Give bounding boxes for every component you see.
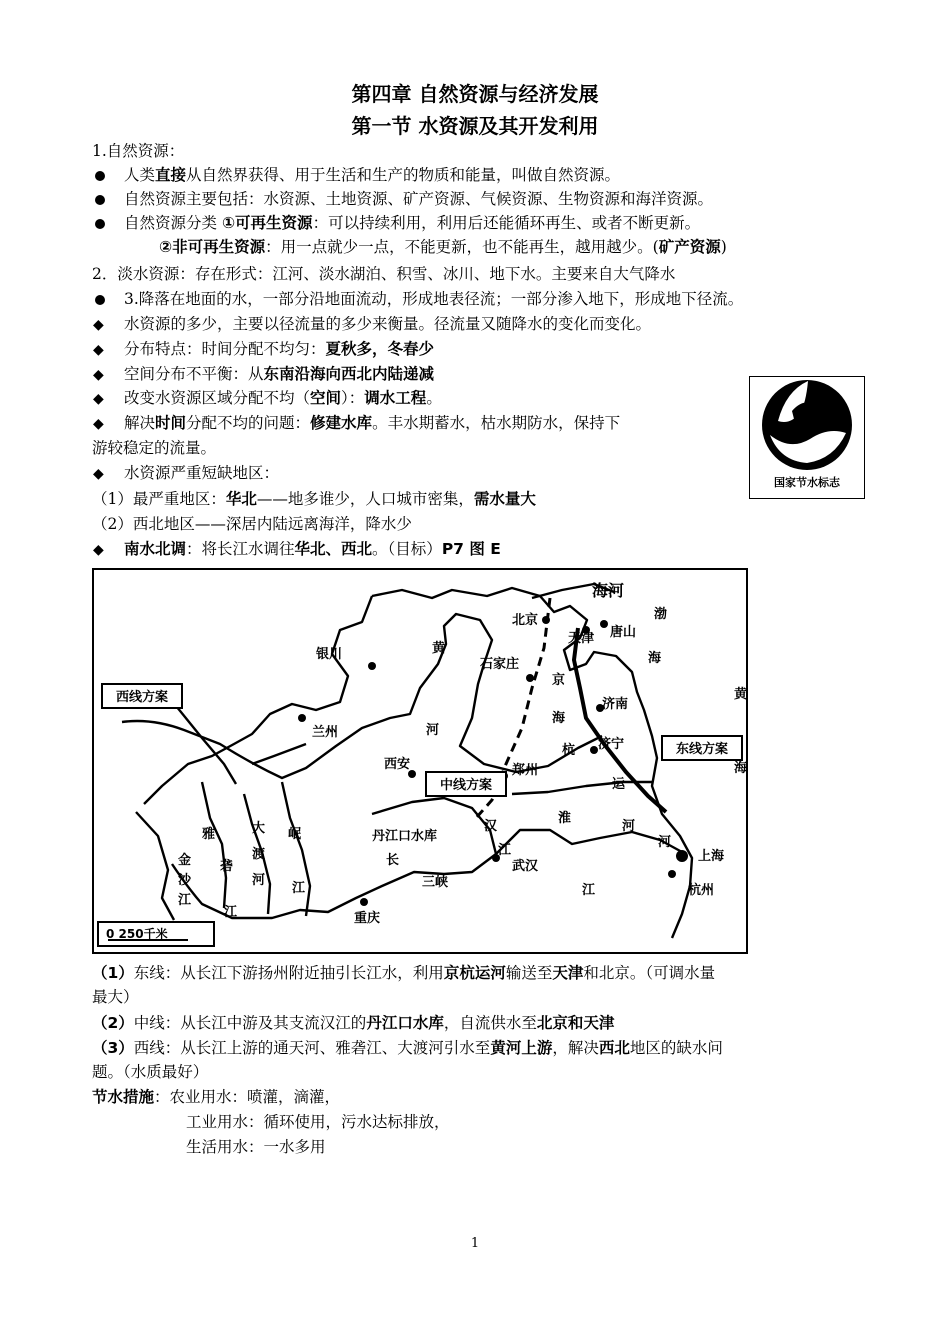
bullet-dot-icon: [95, 171, 105, 181]
s1-item-3: 自然资源分类 ①可再生资源：可以持续利用，利用后还能循环再生、或者不断更新。: [92, 212, 700, 234]
map-label-chongqing: 重庆: [354, 911, 381, 926]
map-label-jiang-ya: 江: [224, 905, 238, 920]
map-label-jing: 京: [552, 673, 566, 688]
logo-caption: 国家节水标志: [774, 476, 840, 489]
bullet-diamond-icon: ◆: [93, 542, 104, 558]
s2-item-2: ◆ 水资源的多少，主要以径流量的多少来衡量。径流量又随降水的变化而变化。: [92, 313, 651, 336]
south-north-water-diversion-map: [92, 568, 748, 954]
bullet-diamond-icon: ◆: [93, 416, 104, 432]
s2-item-9: （2）西北地区——深居内陆远离海洋，降水少: [92, 515, 412, 533]
map-label-jiang-han: 江: [498, 843, 512, 858]
chapter-title: 第四章 自然资源与经济发展: [351, 82, 599, 106]
map-label-hangzhou: 杭州: [688, 883, 715, 898]
map-label-jiang-min: 江: [292, 881, 306, 896]
map-label-wuhan: 武汉: [512, 859, 539, 874]
map-label-tangshan: 唐山: [610, 625, 637, 640]
map-label-he-da: 河: [252, 873, 266, 888]
west-plan-label: 西线方案: [115, 690, 169, 705]
map-label-tianjin-1: 天津: [568, 631, 595, 646]
water-saving-measures-1: 节水措施：农业用水：喷灌，滴灌，: [92, 1088, 341, 1106]
s1-item-2: 自然资源主要包括：水资源、土地资源、矿产资源、气候资源、生物资源和海洋资源。: [92, 188, 713, 210]
map-label-jinan: 济南: [602, 697, 629, 712]
water-saving-measures-3: 生活用水：一水多用: [186, 1138, 326, 1156]
map-label-lanzhou: 兰州: [312, 725, 339, 740]
s3-item-3-cont: 题。（水质最好）: [92, 1063, 209, 1081]
s3-item-3: （3）西线：从长江上游的通天河、雅砻江、大渡河引水至黄河上游，解决西北地区的缺水问: [92, 1039, 723, 1057]
s1-item-4: ②非可再生资源：用一点就少一点，不能更新，也不能再生，越用越少。(矿产资源): [159, 238, 727, 256]
east-plan-label: 东线方案: [675, 742, 729, 757]
s1-item-1: 人类直接从自然界获得、用于生活和生产的物质和能量，叫做自然资源。: [92, 164, 620, 186]
map-label-han: 汉: [484, 819, 498, 834]
map-label-yinchuan: 银川: [316, 647, 343, 662]
water-saving-logo: [749, 376, 865, 499]
map-label-shanghai: 上海: [698, 849, 725, 864]
s2-item-6-cont: 游较稳定的流量。: [92, 439, 217, 457]
map-label-huai: 淮: [558, 811, 572, 826]
map-label-da: 大: [252, 821, 266, 836]
bullet-diamond-icon: ◆: [93, 466, 104, 482]
section-title: 第一节 水资源及其开发利用: [351, 114, 599, 138]
map-label-danjiangkou: 丹江口水库: [372, 829, 438, 844]
map-label-shijiazhuang: 石家庄: [480, 657, 520, 672]
s2-item-5: ◆ 改变水资源区域分配不均（空间）：调水工程。: [92, 387, 442, 410]
s2-item-1: 3.降落在地面的水，一部分沿地面流动，形成地表径流；一部分渗入地下，形成地下径流。: [92, 288, 743, 310]
map-label-jiang-chang: 江: [582, 883, 596, 898]
bullet-dot-icon: [95, 295, 105, 305]
bullet-diamond-icon: ◆: [93, 367, 104, 383]
map-label-min: 岷: [288, 827, 302, 842]
map-label-long: 砻: [220, 859, 234, 874]
s2-item-8: （1）最严重地区：华北——地多谁少，人口城市密集，需水量大: [92, 490, 536, 508]
map-label-jining: 济宁: [598, 737, 625, 752]
map-label-he-huai: 河: [622, 819, 636, 834]
map-label-chang: 长: [386, 853, 400, 868]
map-label-bo: 渤: [654, 607, 668, 622]
s2-heading: 2．淡水资源：存在形式：江河、淡水湖泊、积雪、冰川、地下水。主要来自大气降水: [92, 265, 676, 283]
s2-item-10: ◆ 南水北调：将长江水调往华北、西北。（目标）P7 图 E: [92, 538, 501, 561]
map-label-beijing: 北京: [512, 613, 539, 628]
map-label-xian: 西安: [384, 757, 411, 772]
s2-item-7: ◆ 水资源严重短缺地区：: [92, 462, 279, 485]
s1-heading: 1.自然资源：: [92, 142, 185, 160]
bullet-dot-icon: [95, 195, 105, 205]
map-label-tianjin-2: 海: [552, 711, 566, 726]
s3-item-2: （2）中线：从长江中游及其支流汉江的丹江口水库，自流供水至北京和天津: [92, 1014, 615, 1032]
bullet-diamond-icon: ◆: [93, 342, 104, 358]
map-label-hang: 杭: [562, 743, 576, 758]
map-label-ya: 雅: [202, 827, 216, 842]
map-label-he-canal: 河: [658, 835, 672, 850]
bullet-diamond-icon: ◆: [93, 317, 104, 333]
s2-item-3: ◆ 分布特点：时间分配不均匀：夏秋多，冬春少: [92, 338, 434, 361]
map-label-jiang-jin: 江: [178, 893, 192, 908]
map-label-jin: 金: [178, 853, 192, 868]
map-label-du: 渡: [252, 847, 266, 862]
map-label-sanxia: 三峡: [422, 875, 449, 890]
map-label-yun: 运: [612, 777, 626, 792]
s2-item-6: ◆ 解决时间分配不均的问题：修建水库。丰水期蓄水，枯水期防水，保持下: [92, 412, 620, 435]
s2-item-4: ◆ 空间分布不平衡：从东南沿海向西北内陆递减: [92, 363, 434, 386]
bullet-dot-icon: [95, 219, 105, 229]
map-label-haihe: 海河: [592, 581, 625, 600]
map-svg: [92, 568, 748, 954]
map-label-hai2: 海: [734, 761, 748, 776]
map-scale: 0 250千米: [106, 927, 168, 941]
page-number: 1: [470, 1236, 480, 1251]
middle-plan-label: 中线方案: [439, 778, 493, 793]
map-label-huang-sea: 黄: [734, 687, 748, 702]
s3-item-1-cont: 最大）: [92, 988, 139, 1006]
map-label-sha: 沙: [178, 873, 192, 888]
map-label-zhengzhou: 郑州: [512, 763, 539, 778]
map-label-hai1: 海: [648, 651, 662, 666]
s3-item-1: （1）东线：从长江下游扬州附近抽引长江水，利用京杭运河输送至天津和北京。（可调水量: [92, 964, 716, 982]
water-saving-measures-2: 工业用水：循环使用，污水达标排放，: [186, 1113, 450, 1131]
map-label-huang-river: 黄: [432, 641, 446, 656]
map-label-he-river: 河: [426, 723, 440, 738]
bullet-diamond-icon: ◆: [93, 391, 104, 407]
